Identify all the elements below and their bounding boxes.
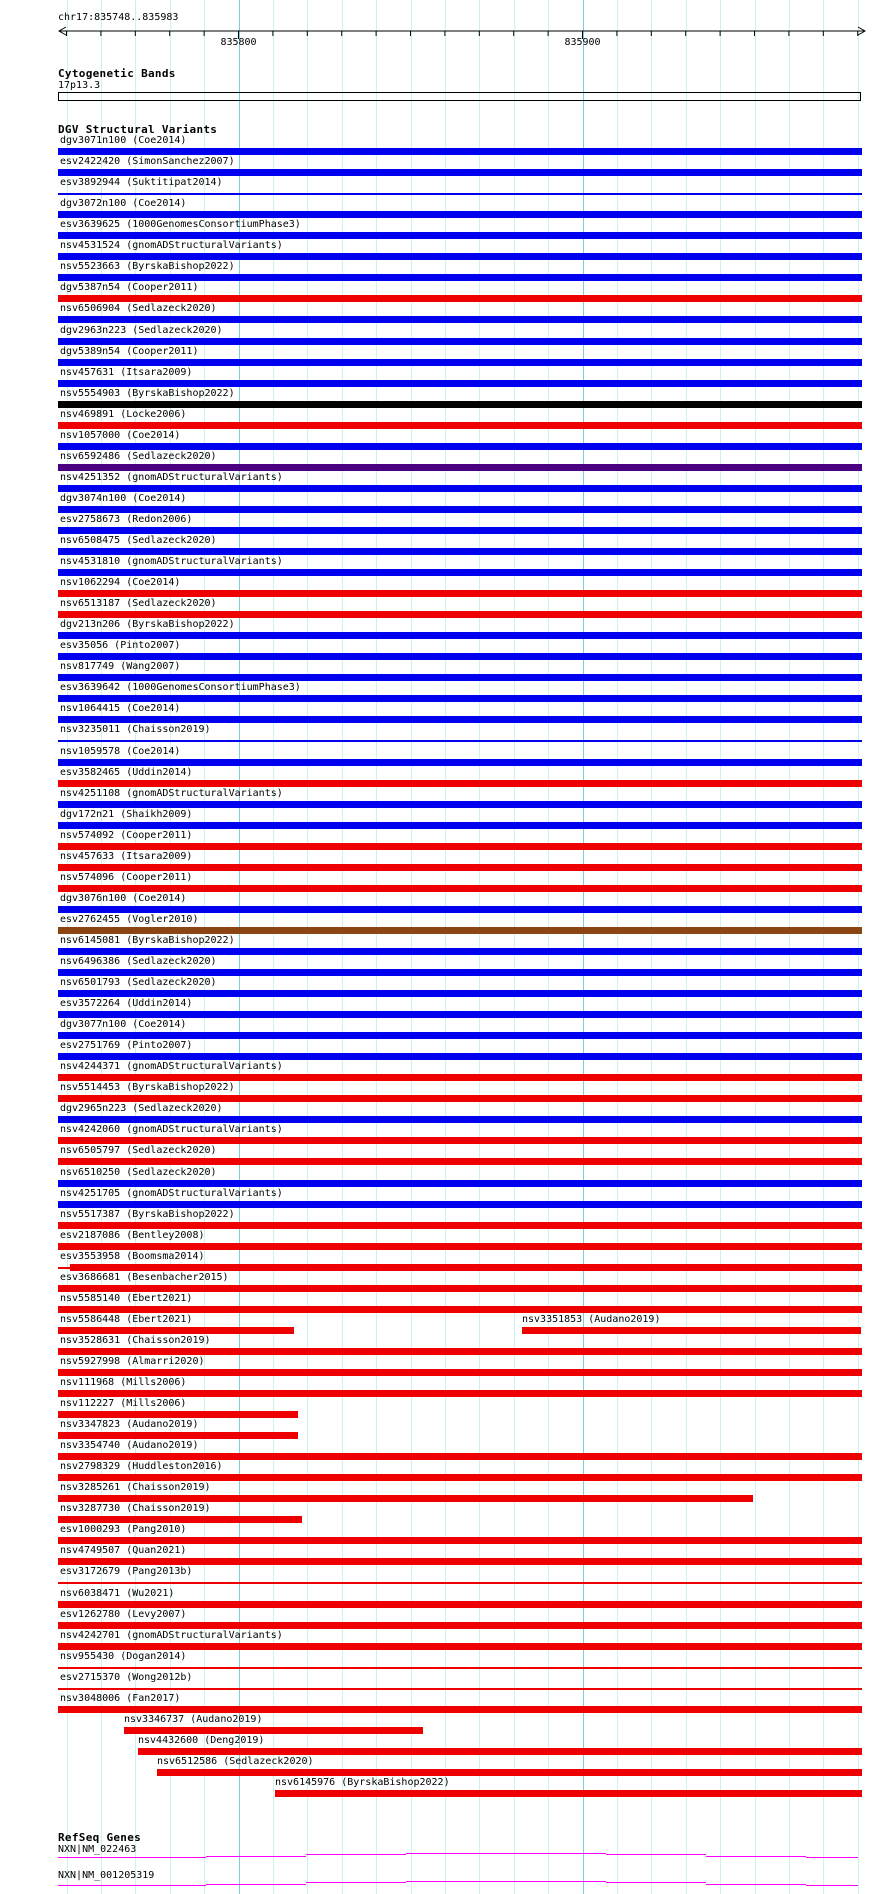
gene-model[interactable] <box>406 1881 506 1882</box>
variant-label: nsv2798329 (Huddleston2016) <box>60 1461 223 1473</box>
variant-bar[interactable] <box>58 193 862 195</box>
variant-label: esv3892944 (Suktitipat2014) <box>60 177 223 189</box>
refseq-section-title: RefSeq Genes <box>58 1831 142 1844</box>
variant-label: nsv4251352 (gnomADStructuralVariants) <box>60 471 283 483</box>
gene-model[interactable] <box>506 1853 606 1854</box>
variant-bar[interactable] <box>58 969 862 976</box>
variant-bar[interactable] <box>58 1453 862 1460</box>
variant-label: nsv574096 (Cooper2011) <box>60 871 193 883</box>
variant-label: nsv6508475 (Sedlazeck2020) <box>60 535 217 546</box>
variant-bar[interactable] <box>58 1158 862 1165</box>
variant-bar[interactable] <box>58 740 862 742</box>
gene-model[interactable] <box>306 1882 406 1883</box>
variant-bar[interactable] <box>58 1267 70 1269</box>
variant-label: nsv6501793 (Sedlazeck2020) <box>60 977 217 988</box>
variant-bar[interactable] <box>58 148 862 155</box>
variant-label: nsv4749507 (Quan2021) <box>60 1545 187 1557</box>
variant-bar[interactable] <box>58 1411 298 1418</box>
variant-label: nsv6145081 (ByrskaBishop2022) <box>60 934 235 946</box>
variant-bar[interactable] <box>58 1053 862 1060</box>
variant-label: nsv574092 (Cooper2011) <box>60 829 193 841</box>
variant-label: dgv3071n100 (Coe2014) <box>60 135 187 146</box>
variant-bar[interactable] <box>58 1432 298 1439</box>
variant-label: dgv172n21 (Shaikh2009) <box>60 808 193 820</box>
variant-bar[interactable] <box>58 1032 862 1039</box>
variant-bar[interactable] <box>58 338 862 345</box>
variant-bar[interactable] <box>58 1306 862 1313</box>
gene-model[interactable] <box>806 1885 858 1886</box>
variant-bar[interactable] <box>58 780 862 787</box>
variant-label: nsv4251108 (gnomADStructuralVariants) <box>60 787 283 799</box>
variant-bar[interactable] <box>58 359 862 366</box>
variant-label: nsv457633 (Itsara2009) <box>60 850 193 862</box>
variant-bar[interactable] <box>58 695 862 702</box>
variant-label: nsv6496386 (Sedlazeck2020) <box>60 956 217 967</box>
variant-label: nsv3528631 (Chaisson2019) <box>60 1334 211 1346</box>
gene-label: NXN|NM_022463 <box>58 1844 137 1855</box>
variant-bar[interactable] <box>58 906 862 913</box>
variant-label: dgv3072n100 (Coe2014) <box>60 198 187 210</box>
locus-label: chr17:835748..835983 <box>58 12 179 23</box>
variant-label: nsv5517387 (ByrskaBishop2022) <box>60 1208 235 1220</box>
gene-model[interactable] <box>706 1856 806 1857</box>
variant-label: nsv4244371 (gnomADStructuralVariants) <box>60 1061 283 1073</box>
variant-label: dgv3076n100 (Coe2014) <box>60 892 187 904</box>
cytoband-band <box>58 92 861 101</box>
variant-label: dgv213n206 (ByrskaBishop2022) <box>60 619 235 631</box>
variant-bar[interactable] <box>275 1790 862 1797</box>
variant-label: nsv6510250 (Sedlazeck2020) <box>60 1166 217 1178</box>
variant-bar[interactable] <box>58 464 862 471</box>
variant-label: nsv1062294 (Coe2014) <box>60 577 181 588</box>
variant-bar[interactable] <box>58 1095 862 1102</box>
ruler <box>0 0 890 48</box>
variant-bar[interactable] <box>58 611 862 618</box>
variant-label: esv3639625 (1000GenomesConsortiumPhase3) <box>60 219 301 231</box>
variant-bar[interactable] <box>58 211 862 218</box>
ruler-tick-label: 835900 <box>564 37 601 48</box>
variant-bar[interactable] <box>58 1622 862 1629</box>
variant-bar[interactable] <box>58 864 862 871</box>
variant-label: nsv3346737 (Audano2019) <box>124 1713 263 1725</box>
variant-bar[interactable] <box>124 1727 423 1734</box>
variant-label: esv3572264 (Uddin2014) <box>60 998 193 1010</box>
variant-label: nsv4242701 (gnomADStructuralVariants) <box>60 1629 283 1641</box>
variant-bar[interactable] <box>58 1327 294 1334</box>
variant-label: esv2715370 (Wong2012b) <box>60 1671 193 1683</box>
variant-label: nsv4251705 (gnomADStructuralVariants) <box>60 1187 283 1199</box>
variant-bar[interactable] <box>58 843 862 850</box>
variant-bar[interactable] <box>58 1643 862 1650</box>
variant-label: nsv5554903 (ByrskaBishop2022) <box>60 387 235 399</box>
variant-bar[interactable] <box>58 506 862 513</box>
variant-bar[interactable] <box>58 1537 862 1544</box>
gene-label: NXN|NM_001205319 <box>58 1870 155 1881</box>
variant-bar[interactable] <box>58 169 862 176</box>
variant-label: dgv2965n223 (Sedlazeck2020) <box>60 1103 223 1115</box>
variant-bar[interactable] <box>58 990 862 997</box>
variant-label: nsv817749 (Wang2007) <box>60 661 181 673</box>
variant-label: esv3639642 (1000GenomesConsortiumPhase3) <box>60 682 301 694</box>
variant-label: nsv4242060 (gnomADStructuralVariants) <box>60 1124 283 1136</box>
variant-bar[interactable] <box>58 1516 302 1523</box>
variant-bar[interactable] <box>58 1582 862 1584</box>
gene-model[interactable] <box>406 1853 506 1854</box>
variant-label: esv2422420 (SimonSanchez2007) <box>60 156 235 168</box>
gene-model[interactable] <box>706 1884 806 1885</box>
cytoband-name: 17p13.3 <box>58 80 101 91</box>
dgv-section-title: DGV Structural Variants <box>58 123 218 136</box>
variant-label: nsv6512586 (Sedlazeck2020) <box>157 1755 314 1767</box>
variant-bar[interactable] <box>58 443 862 450</box>
variant-label: esv2758673 (Redon2006) <box>60 513 193 525</box>
gene-model[interactable] <box>58 1857 206 1858</box>
variant-label: esv3582465 (Uddin2014) <box>60 766 193 778</box>
variant-label: nsv6592486 (Sedlazeck2020) <box>60 450 217 462</box>
variant-bar[interactable] <box>157 1769 862 1776</box>
variant-label: nsv469891 (Locke2006) <box>60 408 187 420</box>
variant-label: nsv5586448 (Ebert2021) <box>60 1313 193 1325</box>
variant-label: nsv3354740 (Audano2019) <box>60 1440 199 1452</box>
variant-bar[interactable] <box>58 316 862 323</box>
variant-label: dgv5387n54 (Cooper2011) <box>60 282 199 294</box>
variant-label: nsv6505797 (Sedlazeck2020) <box>60 1145 217 1157</box>
variant-label: dgv5389n54 (Cooper2011) <box>60 345 199 357</box>
gene-model[interactable] <box>506 1881 606 1882</box>
variant-label: nsv457631 (Itsara2009) <box>60 366 193 378</box>
ruler-tick-label: 835800 <box>220 37 257 48</box>
variant-label: nsv5585140 (Ebert2021) <box>60 1292 193 1304</box>
variant-bar[interactable] <box>58 1011 862 1018</box>
variant-bar[interactable] <box>58 569 862 576</box>
variant-bar[interactable] <box>58 948 862 955</box>
cytoband-section-title: Cytogenetic Bands <box>58 67 176 80</box>
variant-bar[interactable] <box>58 1074 862 1081</box>
variant-label: esv3172679 (Pang2013b) <box>60 1566 193 1578</box>
variant-label: nsv3347823 (Audano2019) <box>60 1419 199 1430</box>
gene-model[interactable] <box>206 1856 306 1857</box>
variant-bar[interactable] <box>58 1558 862 1565</box>
variant-bar[interactable] <box>58 885 862 892</box>
variant-bar[interactable] <box>58 1180 862 1187</box>
variant-bar[interactable] <box>58 401 862 408</box>
variant-label: dgv3077n100 (Coe2014) <box>60 1019 187 1031</box>
variant-label: esv1000293 (Pang2010) <box>60 1524 187 1536</box>
variant-label: nsv6145976 (ByrskaBishop2022) <box>275 1776 450 1788</box>
variant-bar[interactable] <box>58 716 862 723</box>
gene-model[interactable] <box>58 1885 206 1886</box>
variant-bar[interactable] <box>58 1222 862 1229</box>
variant-bar[interactable] <box>58 1137 862 1144</box>
variant-bar[interactable] <box>58 674 862 681</box>
variant-label: dgv3074n100 (Coe2014) <box>60 492 187 504</box>
variant-label: nsv3287730 (Chaisson2019) <box>60 1503 211 1515</box>
variant-label: nsv1057000 (Coe2014) <box>60 429 181 441</box>
variant-label: nsv1059578 (Coe2014) <box>60 745 181 757</box>
variant-bar[interactable] <box>58 590 862 597</box>
variant-bar[interactable] <box>58 232 862 239</box>
variant-label: nsv6506904 (Sedlazeck2020) <box>60 303 217 315</box>
variant-bar[interactable] <box>522 1327 861 1334</box>
variant-bar[interactable] <box>58 1201 862 1208</box>
variant-label: dgv2963n223 (Sedlazeck2020) <box>60 324 223 336</box>
variant-label: nsv955430 (Dogan2014) <box>60 1650 187 1662</box>
variant-label: nsv1064415 (Coe2014) <box>60 703 181 715</box>
variant-bar[interactable] <box>58 295 862 302</box>
variant-bar[interactable] <box>58 253 862 260</box>
variant-bar[interactable] <box>58 801 862 808</box>
variant-label: esv3686681 (Besenbacher2015) <box>60 1271 229 1283</box>
variant-bar[interactable] <box>58 1688 862 1690</box>
gene-model[interactable] <box>306 1854 406 1855</box>
variant-bar[interactable] <box>58 1243 862 1250</box>
gene-model[interactable] <box>806 1857 858 1858</box>
variant-label: nsv111968 (Mills2006) <box>60 1377 187 1388</box>
gene-model[interactable] <box>206 1884 306 1885</box>
variant-label: nsv4531810 (gnomADStructuralVariants) <box>60 556 283 567</box>
variant-label: esv2762455 (Vogler2010) <box>60 913 199 925</box>
variant-label: nsv5927998 (Almarri2020) <box>60 1355 205 1367</box>
variant-bar[interactable] <box>58 1369 862 1376</box>
gene-model[interactable] <box>606 1882 706 1883</box>
variant-label: nsv3235011 (Chaisson2019) <box>60 724 211 736</box>
variant-bar[interactable] <box>58 274 862 281</box>
variant-label: esv1262780 (Levy2007) <box>60 1608 187 1620</box>
variant-label: nsv5514453 (ByrskaBishop2022) <box>60 1082 235 1094</box>
variant-label: nsv3048006 (Fan2017) <box>60 1692 181 1704</box>
variant-bar[interactable] <box>58 1348 862 1355</box>
variant-label: esv2751769 (Pinto2007) <box>60 1040 193 1052</box>
variant-label: nsv6038471 (Wu2021) <box>60 1587 175 1599</box>
variant-bar[interactable] <box>58 927 862 934</box>
gene-model[interactable] <box>606 1854 706 1855</box>
variant-label: nsv5523663 (ByrskaBishop2022) <box>60 261 235 273</box>
variant-bar[interactable] <box>58 632 862 639</box>
variant-bar[interactable] <box>58 1474 862 1481</box>
variant-label: nsv6513187 (Sedlazeck2020) <box>60 598 217 610</box>
variant-bar[interactable] <box>58 1706 862 1713</box>
variant-label: nsv112227 (Mills2006) <box>60 1398 187 1409</box>
variant-label: nsv3285261 (Chaisson2019) <box>60 1482 211 1494</box>
variant-bar[interactable] <box>138 1748 862 1755</box>
variant-bar[interactable] <box>58 1390 862 1397</box>
variant-bar[interactable] <box>58 548 862 555</box>
variant-bar[interactable] <box>58 485 862 492</box>
variant-bar[interactable] <box>58 1285 862 1292</box>
variant-bar[interactable] <box>58 1495 753 1502</box>
variant-bar[interactable] <box>58 1116 862 1123</box>
variant-bar[interactable] <box>58 653 862 660</box>
variant-bar[interactable] <box>58 527 862 534</box>
variant-label: esv3553958 (Boomsma2014) <box>60 1250 205 1262</box>
variant-bar[interactable] <box>70 1264 862 1271</box>
variant-label: nsv4531524 (gnomADStructuralVariants) <box>60 240 283 252</box>
variant-bar[interactable] <box>58 380 862 387</box>
variant-bar[interactable] <box>58 1601 862 1608</box>
variant-bar[interactable] <box>58 759 862 766</box>
variant-label: nsv3351853 (Audano2019) <box>522 1313 661 1325</box>
variant-bar[interactable] <box>58 1667 862 1669</box>
variant-label: esv2187086 (Bentley2008) <box>60 1229 205 1241</box>
variant-label: nsv4432600 (Deng2019) <box>138 1734 265 1746</box>
variant-bar[interactable] <box>58 822 862 829</box>
variant-label: esv35056 (Pinto2007) <box>60 640 181 652</box>
variant-bar[interactable] <box>58 422 862 429</box>
